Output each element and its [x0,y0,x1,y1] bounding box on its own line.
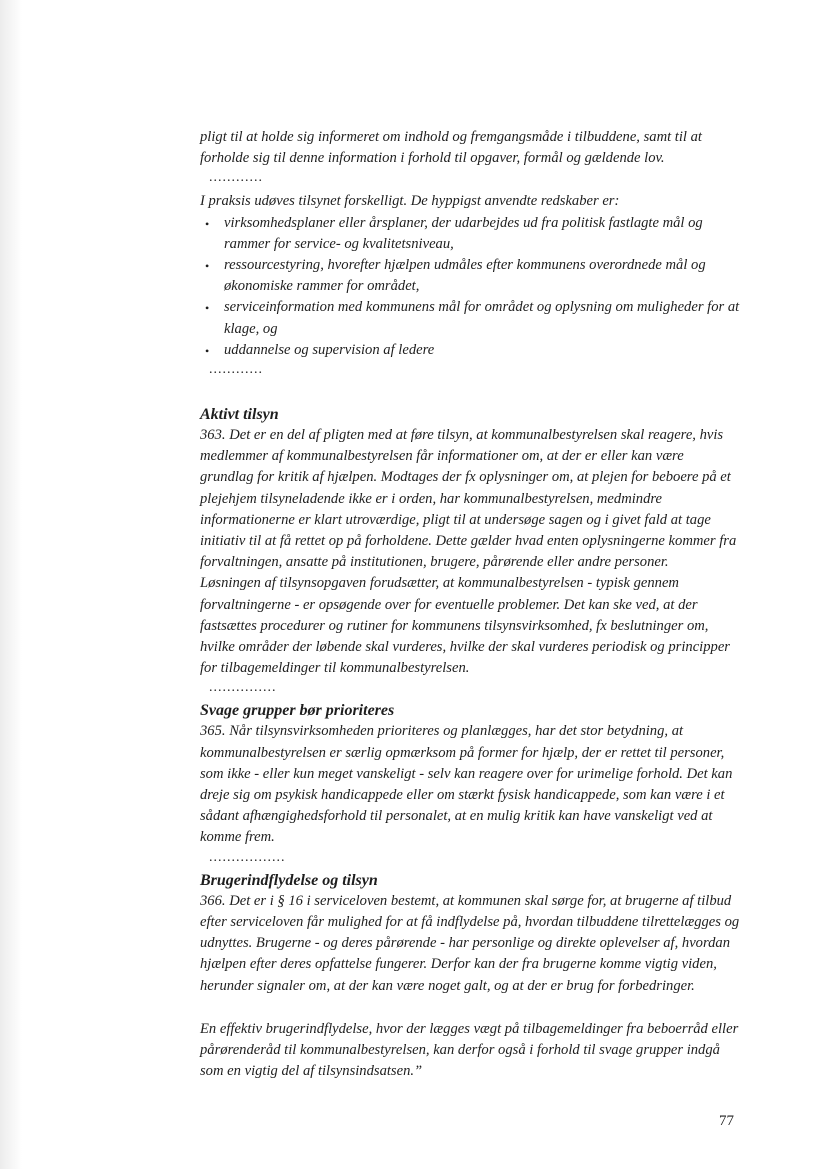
praksis-paragraph: I praksis udøves tilsynet forskelligt. De hyppigst anvendte redskaber er: [200,193,620,210]
bullet-text: uddannelse og supervision af ledere [224,341,435,358]
paragraph-365: 365. Når tilsynsvirksomheden prioriteres og planlægges, har det stor betydning, at kommunalbestyrelsen er særlig opmærksom på former for hjælp, der er rettet til personer, som ikke - eller kun meget vanskeligt - selv kan reagere over for urimelige forhold. Det kan dreje sig om psykisk handicappede eller om stærkt fysisk handicappede, som kan være i et sådant afhængighedsforhold til personalet, at en mulig kritik kan have vanskeligt ved at komme frem. [200,723,733,846]
page-body [200,127,740,1082]
bullet-text: serviceinformation med kommunens mål for området og oplysning om muligheder for at klage, og [224,299,740,337]
bullet-text: ressourcestyring, hvorefter hjælpen udmåles efter kommunens overordnede mål og økonomiske rammer for området, [224,257,706,295]
scan-page-edge [0,0,22,1169]
heading-aktivt-tilsyn: Aktivt tilsyn [200,406,279,424]
ellipsis-3: ............... [209,680,277,696]
paragraph-363: 363. Det er en del af pligten med at føre tilsyn, at kommunalbestyrelsen skal reagere, hvis medlemmer af kommunalbestyrelsen får informationer om, at der er eller kan være grundlag for kritik af hjælpen. Modtages der fx oplysninger om, at plejen for beboere på et plejehjem tilsyneladende ikke er i orden, har kommunalbestyrelsen, medmindre informationerne er klart utroværdige, pligt til at undersøge sagen og i givet fald at tage initiativ til at få rettet op på forholdene. Dette gælder hvad enten oplysningerne kommer fra forvaltningen, ansatte på institutionen, brugere, pårørende eller andre personer. [200,427,737,571]
paragraph-363-continued: Løsningen af tilsynsopgaven forudsætter, at kommunalbestyrelsen - typisk gennem forvaltningerne - er opsøgende over for eventuelle problemer. Det kan ske ved, at der fastsættes procedurer og rutiner for kommunens tilsynsvirksomhed, fx beslutninger om, hvilke områder der løbende skal vurderes, hvilke der skal vurderes periodisk og principper for tilbagemeldinger til kommunalbestyrelsen. [200,575,730,677]
ellipsis-2: ............ [209,362,263,378]
ellipsis-1: ............ [209,170,263,186]
heading-brugerindflydelse: Brugerindflydelse og tilsyn [200,871,378,889]
bullet-item [200,340,740,361]
bullet-icon: • [205,259,210,274]
bullet-item [200,297,740,339]
closing-quote-paragraph: En effektiv brugerindflydelse, hvor der lægges vægt på tilbagemeldinger fra beboerråd eller pårørenderåd til kommunalbestyrelsen, kan derfor også i forhold til svage grupper indgå som en vigtig del af tilsynsindsatsen.” [200,1020,739,1080]
paragraph-366: 366. Det er i § 16 i serviceloven bestemt, at kommunen skal sørge for, at brugerne af tilbud efter serviceloven får mulighed for at få indflydelse på, hvordan tilbuddene tilrettelægges og udnyttes. Brugerne - og deres pårørende - har personlige og direkte oplevelser af, hvordan hjælpen efter deres opfattelse fungerer. Derfor kan der fra brugerne komme vigtig viden, herunder signaler om, at der kan være noget galt, og at der er brug for forbedringer. [200,892,740,994]
bullet-icon: • [205,343,210,358]
heading-svage-grupper: Svage grupper bør prioriteres [200,702,395,720]
bullet-item [200,213,740,255]
page-number: 77 [719,1113,734,1129]
bullet-text: virksomhedsplaner eller årsplaner, der udarbejdes ud fra politisk fastlagte mål og rammer for service- og kvalitetsniveau, [224,214,703,252]
bullet-icon: • [205,216,210,231]
ellipsis-4: ................. [209,849,286,865]
bullet-item [200,255,740,297]
tools-bullet-list [200,213,740,361]
intro-paragraph: pligt til at holde sig informeret om indhold og fremgangsmåde i tilbuddene, samt til at forholde sig til denne information i forhold til opgaver, formål og gældende lov. [200,129,702,167]
bullet-icon: • [205,301,210,316]
